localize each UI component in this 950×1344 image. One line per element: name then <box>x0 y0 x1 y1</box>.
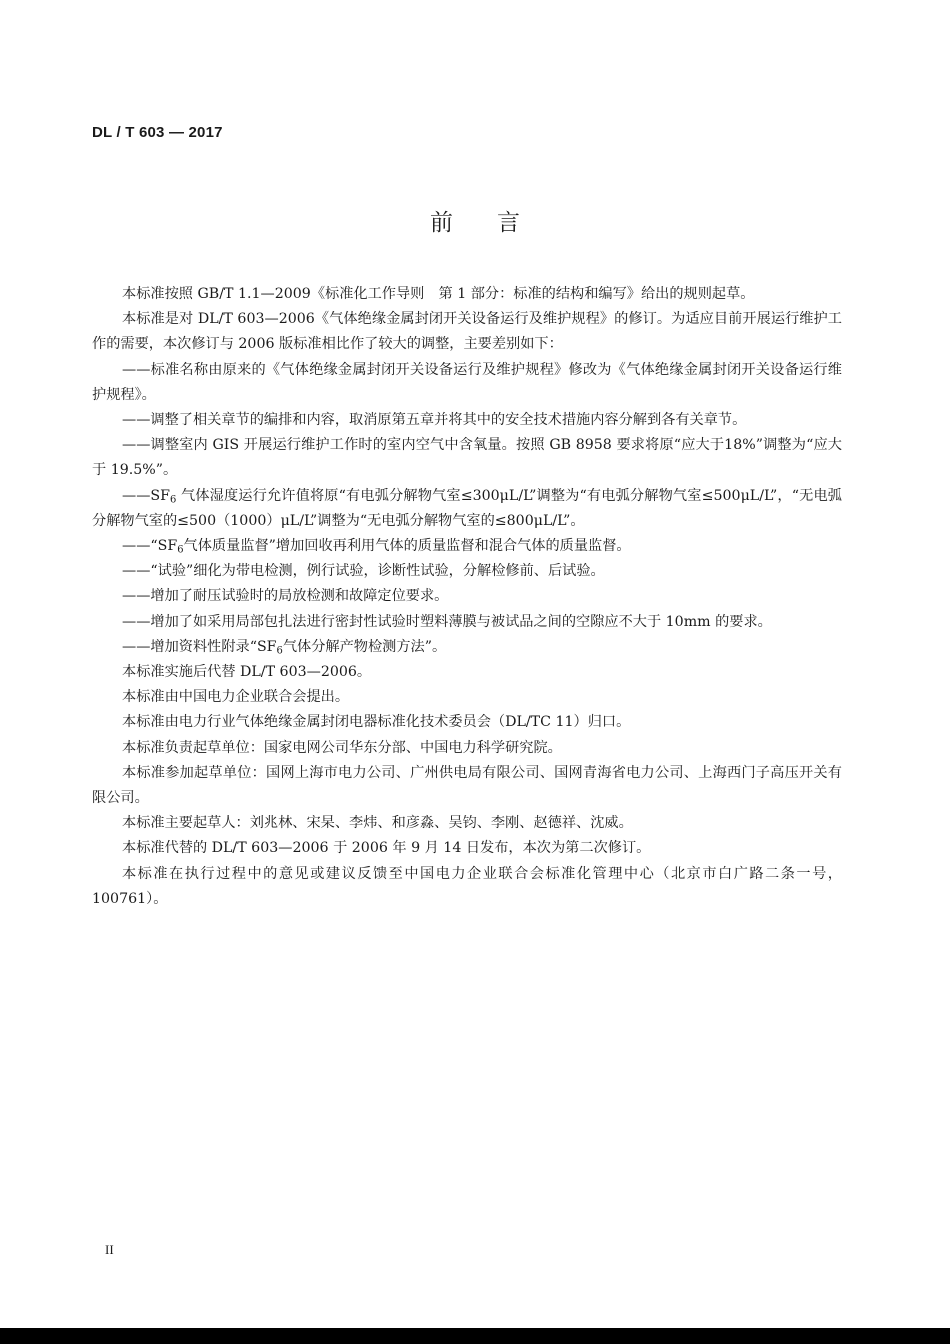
page-number: II <box>105 1242 114 1257</box>
text-run: 气体质量监督”增加回收再利用气体的质量监督和混合气体的质量监督。 <box>183 538 631 555</box>
paragraph: ——“试验”细化为带电检测，例行试验，诊断性试验，分解检修前、后试验。 <box>122 563 605 580</box>
bottom-bar <box>0 1328 950 1344</box>
paragraph: 本标准由电力行业气体绝缘金属封闭电器标准化技术委员会（DL/TC 11）归口。 <box>122 714 631 731</box>
paragraph: 本标准负责起草单位：国家电网公司华东分部、中国电力科学研究院。 <box>122 739 562 756</box>
document-code: DL / T 603 — 2017 <box>92 124 223 141</box>
text-run: ——SF <box>122 487 170 504</box>
paragraph: 本标准按照 GB/T 1.1—2009《标准化工作导则 第 1 部分：标准的结构和编写》给出的规则起草。 <box>122 286 755 302</box>
paragraph: 本标准参加起草单位：国网上海市电力公司、广州供电局有限公司、国网青海省电力公司、上海西门子高压开关有限公司。 <box>92 764 842 807</box>
paragraph: 本标准由中国电力企业联合会提出。 <box>122 689 350 706</box>
page-title: 前言 <box>430 210 564 236</box>
document-body <box>92 282 842 912</box>
paragraph: 本标准代替的 DL/T 603—2006 于 2006 年 9 月 14 日发布，本次为第二次修订。 <box>122 840 651 857</box>
text-run: ——“SF <box>122 538 178 555</box>
paragraph: 本标准是对 DL/T 603—2006《气体绝缘金属封闭开关设备运行及维护规程》的修订。为适应目前开展运行维护工作的需要，本次修订与 2006 版标准相比作了较大的调整，主要差别如下： <box>92 311 842 353</box>
paragraph: ——增加了耐压试验时的局放检测和故障定位要求。 <box>122 588 449 605</box>
paragraph <box>92 484 842 534</box>
paragraph <box>92 635 842 660</box>
subscript: 6 <box>177 544 184 556</box>
text-run: 气体湿度运行允许值将原“有电弧分解物气室≤300μL/L”调整为“有电弧分解物气室≤500μL/L”，“无电弧分解物气室的≤500（1000）μL/L”调整为“无电弧分解物气室的≤800μL/L”。 <box>92 487 842 529</box>
paragraph: 本标准在执行过程中的意见或建议反馈至中国电力企业联合会标准化管理中心（北京市白广路二条一号，100761）。 <box>92 865 842 907</box>
paragraph: 本标准实施后代替 DL/T 603—2006。 <box>122 664 372 681</box>
paragraph: ——增加了如采用局部包扎法进行密封性试验时塑料薄膜与被试品之间的空隙应不大于 10mm 的要求。 <box>122 613 772 630</box>
subscript: 6 <box>169 494 177 506</box>
subscript: 6 <box>276 645 283 657</box>
text-run: 气体分解产物检测方法”。 <box>282 638 447 655</box>
paragraph: ——标准名称由原来的《气体绝缘金属封闭开关设备运行及维护规程》修改为《气体绝缘金属封闭开关设备运行维护规程》。 <box>92 361 842 403</box>
paragraph: 本标准主要起草人：刘兆林、宋杲、李炜、和彦淼、吴钧、李刚、赵德祥、沈威。 <box>122 815 633 832</box>
text-run: ——增加资料性附录“SF <box>122 638 277 655</box>
paragraph: ——调整室内 GIS 开展运行维护工作时的室内空气中含氧量。按照 GB 8958 要求将原“应大于18%”调整为“应大于 19.5%”。 <box>92 437 842 479</box>
paragraph <box>92 534 842 559</box>
paragraph: ——调整了相关章节的编排和内容，取消原第五章并将其中的安全技术措施内容分解到各有关章节。 <box>122 412 747 429</box>
